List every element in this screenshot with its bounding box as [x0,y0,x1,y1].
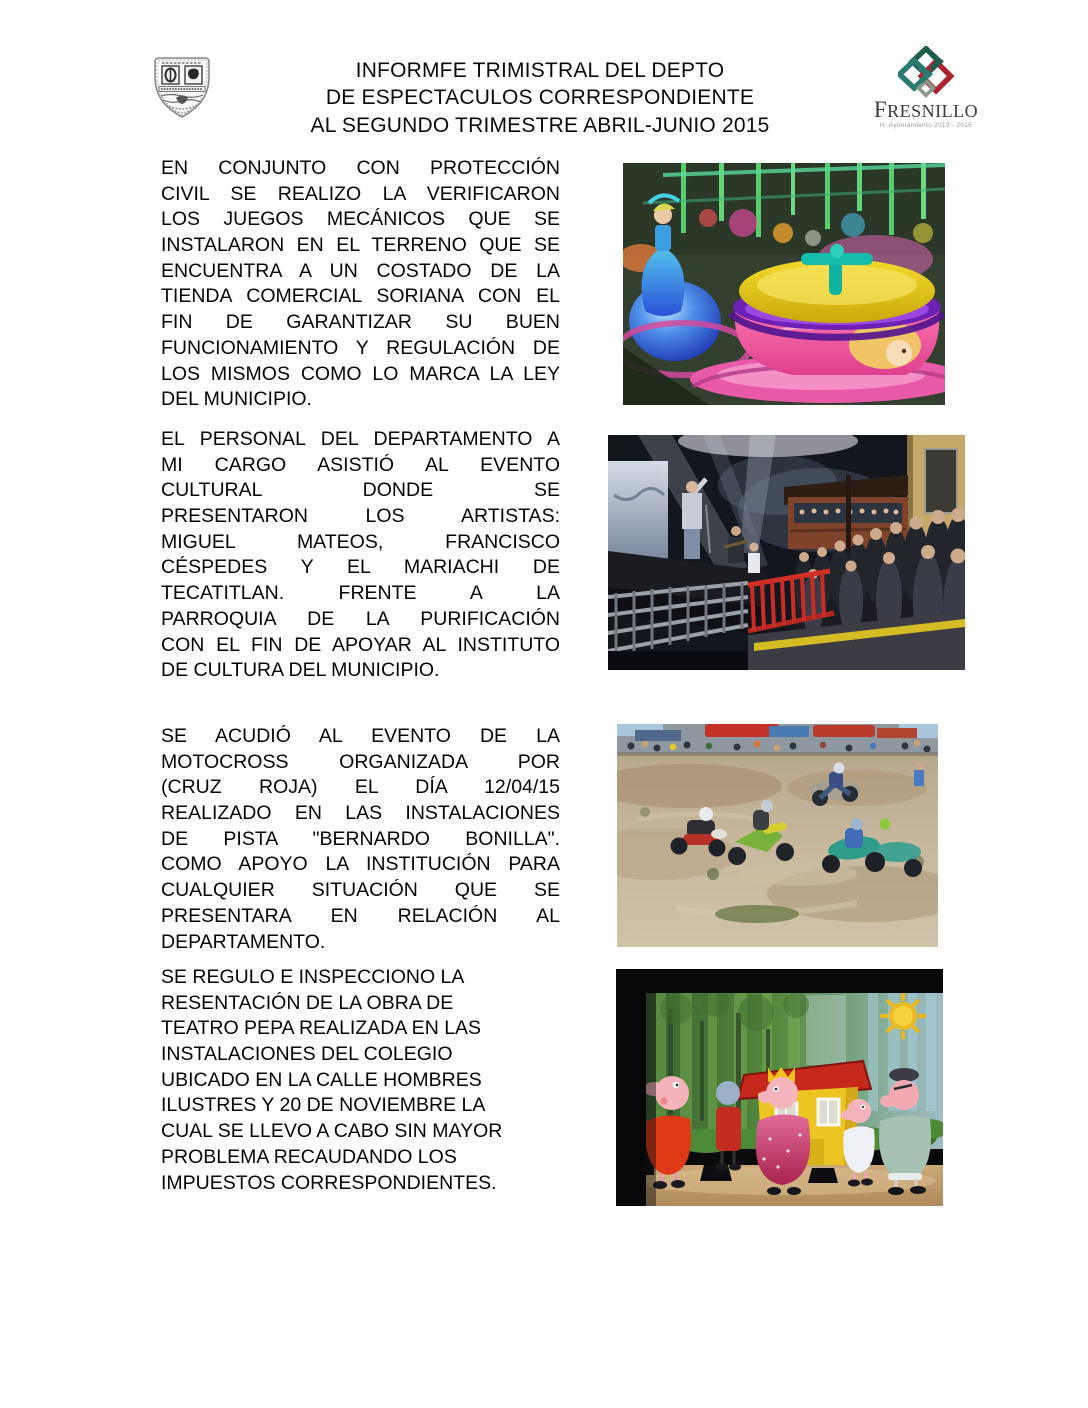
concert-photo [608,435,965,670]
paragraph-line: MI CARGO ASISTIÓ AL EVENTO [161,453,560,476]
carnival-ride-photo [623,163,945,405]
paragraph-line: TIENDA COMERCIAL SORIANA CON EL [161,285,560,308]
paragraph-line: CUALQUIER SITUACIÓN QUE SE [161,879,560,902]
paragraph-line: SE REGULO E INSPECCIONO LA [161,966,465,988]
fresnillo-logo [866,46,986,129]
paragraph-line: PARROQUIA DE LA PURIFICACIÓN [161,607,560,630]
paragraph-line: INSTALACIONES DEL COLEGIO [161,1043,453,1066]
paragraph-obra-teatro [161,965,560,1196]
paragraph-line: TECATITLAN. FRENTE A LA [161,582,560,605]
paragraph-line: REALIZADO EN LAS INSTALACIONES [161,802,560,825]
motocross-illustration [617,724,938,947]
carnival-ride-illustration [623,163,945,405]
paragraph-motocross [161,724,560,955]
paragraph-line: DEL MUNICIPIO. [161,388,312,411]
paragraph-line: SE ACUDIÓ AL EVENTO DE LA [161,725,560,747]
title-line-1: INFORMFE TRIMISTRAL DEL DEPTO [355,59,725,82]
concert-illustration [608,435,965,670]
paragraph-line: FIN DE GARANTIZAR SU BUEN [161,311,560,334]
paragraph-line: EL PERSONAL DEL DEPARTAMENTO A [161,428,560,450]
title-line-3: AL SEGUNDO TRIMESTRE ABRIL-JUNIO 2015 [310,113,770,137]
paragraph-line: PROBLEMA RECAUDANDO LOS [161,1145,457,1168]
paragraph-line: MIGUEL MATEOS, FRANCISCO [161,530,560,553]
far-spectator [914,762,924,786]
crest-shield-icon [150,53,214,119]
paragraph-line: EN CONJUNTO CON PROTECCIÓN [161,157,560,179]
paragraph-line: CULTURAL DONDE SE [161,479,560,502]
paragraph-line: FUNCIONAMIENTO Y REGULACIÓN DE [161,336,560,359]
municipal-crest-logo [150,53,214,120]
paragraph-line: IMPUESTOS CORRESPONDIENTES. [161,1171,497,1194]
crowd-band [617,724,938,756]
peppa-theater-photo [616,969,943,1206]
paragraph-line: PRESENTARON LOS ARTISTAS: [161,505,560,528]
paragraph-line: CIVIL SE REALIZO LA VERIFICARON [161,182,560,205]
fresnillo-tagline: H. Ayuntamiento 2013 - 2016 [879,122,973,129]
paragraph-line: LOS JUEGOS MECÁNICOS QUE SE [161,208,560,231]
paragraph-line: DEPARTAMENTO. [161,930,326,953]
paragraph-line: MOTOCROSS ORGANIZADA POR [161,750,560,773]
motocross-photo [617,724,938,947]
paragraph-line: DE CULTURA DEL MUNICIPIO. [161,659,440,682]
paragraph-evento-cultural [161,427,560,684]
paragraph-line: TEATRO PEPA REALIZADA EN LAS [161,1017,482,1040]
paragraph-line: LOS MISMOS COMO LO MARCA LA LEY [161,362,560,385]
paragraph-line: DE PISTA "BERNARDO BONILLA". [161,827,560,850]
paragraph-line: PRESENTARA EN RELACIÓN AL [161,904,560,927]
fresnillo-wordmark: FRESNILLO [873,97,979,122]
peppa-theater-illustration [616,969,943,1206]
paragraph-line: ENCUENTRA A UN COSTADO DE LA [161,259,560,282]
fresnillo-diamond-icon [898,46,954,99]
paragraph-line: CUAL SE LLEVO A CABO SIN MAYOR [161,1120,503,1143]
paragraph-line: INSTALARON EN EL TERRENO QUE SE [161,234,560,257]
title-line-2: DE ESPECTACULOS CORRESPONDIENTE [325,86,755,110]
paragraph-line: (CRUZ ROJA) EL DÍA 12/04/15 [161,776,560,799]
paragraph-juegos-mecanicos [161,156,560,413]
page-title [270,57,810,139]
paragraph-line: CÉSPEDES Y EL MARIACHI DE [161,556,560,579]
paragraph-line: COMO APOYO LA INSTITUCIÓN PARA [161,853,560,876]
paragraph-line: RESENTACIÓN DE LA OBRA DE [161,991,454,1014]
paragraph-line: ILUSTRES Y 20 DE NOVIEMBRE LA [161,1094,486,1117]
stagehand [748,543,760,574]
paragraph-line: CON EL FIN DE APOYAR AL INSTITUTO [161,633,560,656]
paragraph-line: UBICADO EN LA CALLE HOMBRES [161,1068,482,1091]
